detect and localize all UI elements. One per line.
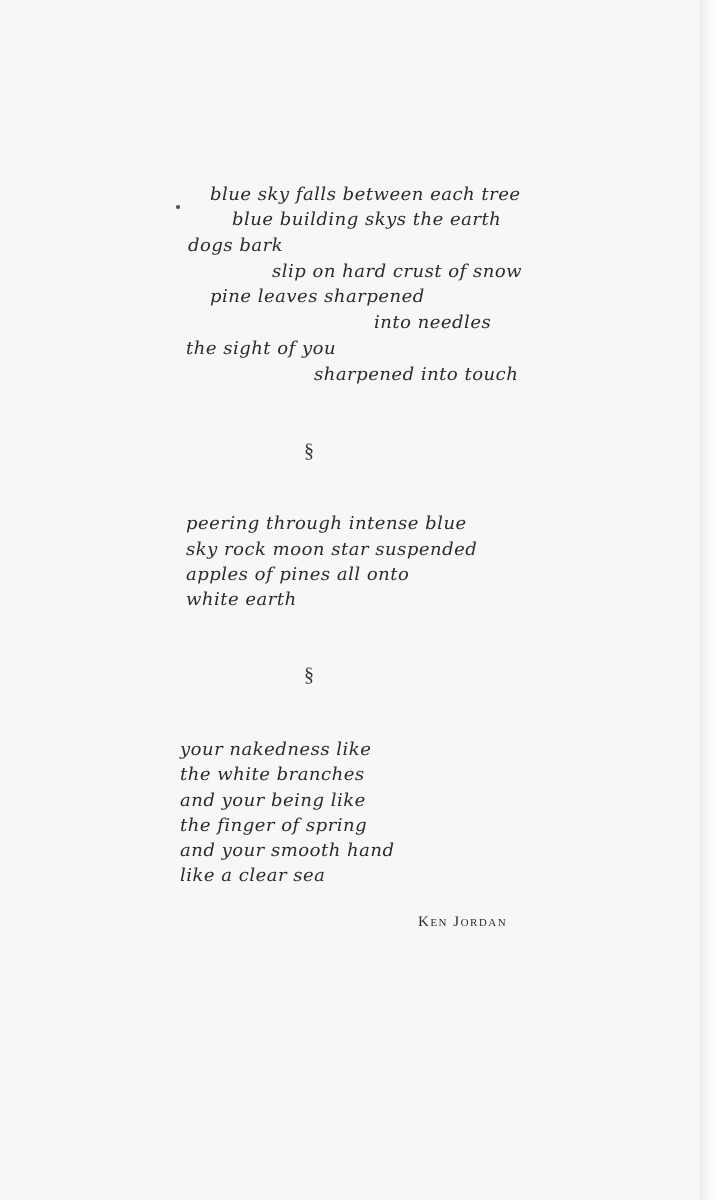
- poem-3-line-1: your nakedness like: [180, 739, 372, 760]
- poem-1-line-2: blue building skys the earth: [232, 209, 502, 230]
- poem-1-line-4: slip on hard crust of snow: [272, 261, 523, 282]
- poem-3-line-6: like a clear sea: [180, 865, 326, 886]
- poem-1-line-8: sharpened into touch: [314, 364, 519, 385]
- poem-3-line-3: and your being like: [180, 790, 366, 811]
- poem-2-line-4: white earth: [186, 589, 297, 610]
- ink-speck: [176, 205, 180, 209]
- author-name: Ken Jordan: [418, 914, 508, 930]
- poem-2-line-2: sky rock moon star suspended: [186, 539, 478, 560]
- poem-2-line-3: apples of pines all onto: [186, 564, 410, 585]
- poem-1-line-1: blue sky falls between each tree: [210, 184, 521, 205]
- poem-1-line-3: dogs bark: [188, 235, 284, 256]
- poem-2-line-1: peering through intense blue: [186, 513, 467, 534]
- poem-1-line-6: into needles: [374, 312, 492, 333]
- poem-3-line-2: the white branches: [180, 764, 365, 785]
- section-separator-1: §: [304, 440, 314, 462]
- poem-3-line-4: the finger of spring: [180, 815, 368, 836]
- section-separator-2: §: [304, 664, 314, 686]
- poem-3-line-5: and your smooth hand: [180, 840, 395, 861]
- poem-1-line-5: pine leaves sharpened: [210, 286, 425, 307]
- page-edge: [700, 0, 724, 1200]
- poem-1-line-7: the sight of you: [186, 338, 337, 359]
